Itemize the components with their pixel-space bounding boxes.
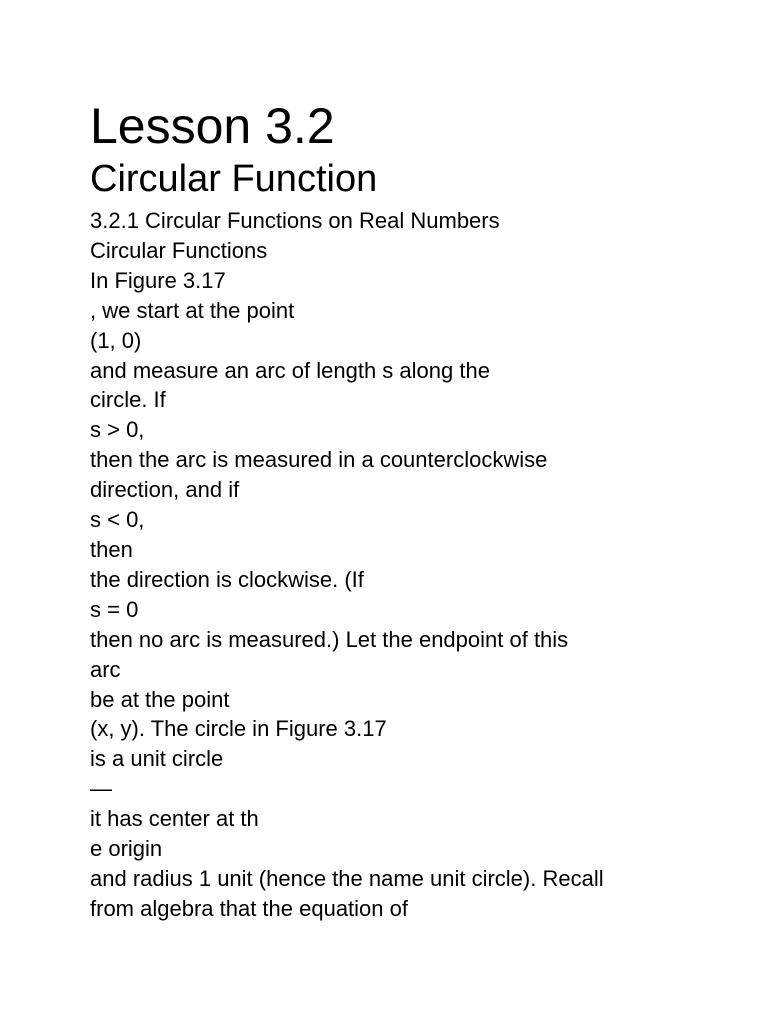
- text-line: then no arc is measured.) Let the endpoint of this: [90, 626, 569, 652]
- text-line: direction, and if: [90, 477, 240, 503]
- text-line: and radius 1 unit (hence the name unit circle). Recall: [90, 865, 604, 891]
- text-line: then: [90, 536, 133, 562]
- text-line: Circular Functions: [90, 237, 268, 263]
- lesson-title: Lesson 3.2: [90, 98, 335, 154]
- text-line: be at the point: [90, 686, 230, 712]
- text-line: the direction is clockwise. (If: [90, 566, 364, 592]
- text-line: e origin: [90, 836, 163, 862]
- text-line: 3.2.1 Circular Functions on Real Numbers: [90, 208, 500, 233]
- document-page: [90, 96, 730, 924]
- text-line: s = 0: [90, 596, 139, 622]
- text-line: arc: [90, 656, 121, 682]
- text-line: is a unit circle: [90, 746, 224, 772]
- body-text: [90, 206, 730, 924]
- text-line: , we start at the point: [90, 297, 295, 323]
- text-line: from algebra that the equation of: [90, 895, 408, 921]
- text-line: (1, 0): [90, 327, 142, 353]
- text-line: (x, y). The circle in Figure 3.17: [90, 716, 387, 742]
- text-line: it has center at th: [90, 806, 259, 832]
- text-line: circle. If: [90, 387, 166, 413]
- text-line: —: [90, 776, 112, 802]
- text-line: and measure an arc of length s along the: [90, 357, 490, 383]
- chapter-title: Circular Function: [90, 158, 378, 200]
- text-line: then the arc is measured in a counterclockwise: [90, 447, 548, 473]
- text-line: s < 0,: [90, 507, 145, 533]
- text-line: s > 0,: [90, 417, 145, 443]
- text-line: In Figure 3.17: [90, 267, 226, 293]
